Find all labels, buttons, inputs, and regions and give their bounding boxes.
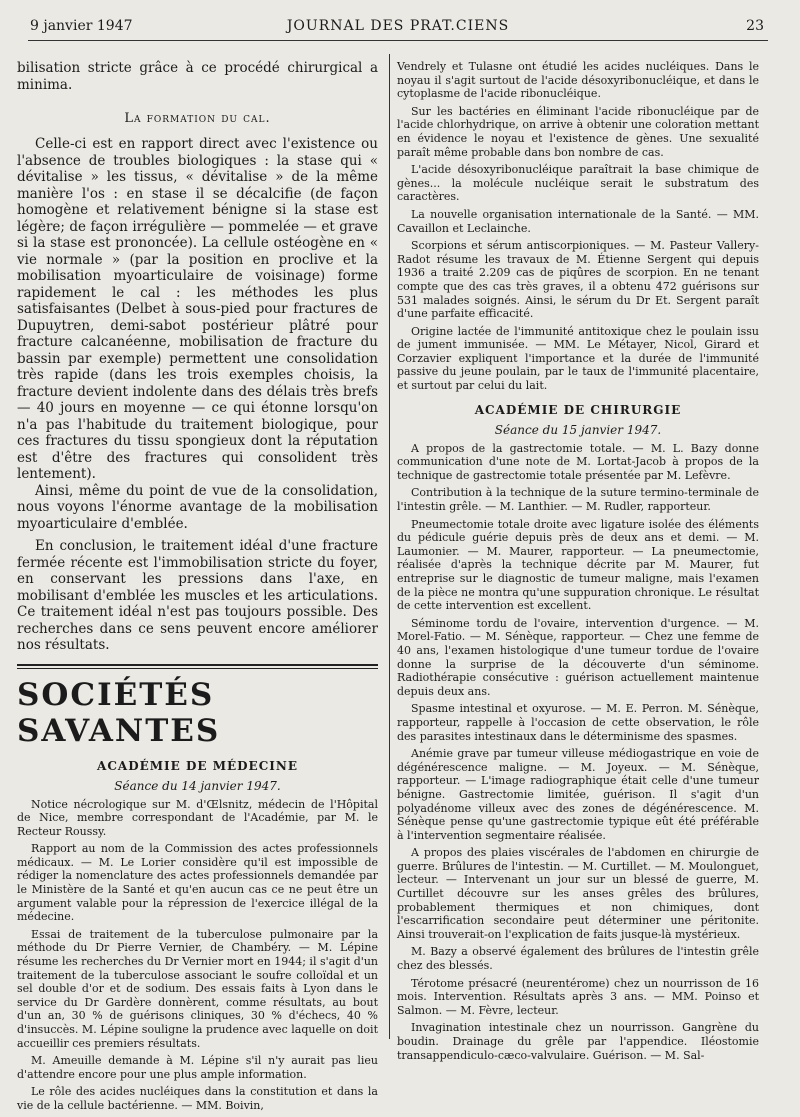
article-item: Contribution à la technique de la suture termino-terminale de l'intestin grêle. — M. Lanthier. — M. Rudler, rapporteur.: [397, 486, 759, 514]
article-item: Invagination intestinale chez un nourrisson. Gangrène du boudin. Drainage du grêle par l'appendice. Iléostomie transappendiculo-cæco-valvulaire. Guérison. — M. Sal-: [397, 1021, 759, 1062]
right-column: [397, 60, 759, 1062]
header-page-number: 23: [746, 18, 764, 34]
article-item: Séminome tordu de l'ovaire, intervention d'urgence. — M. Morel-Fatio. — M. Sénèque, rapporteur. — Chez une femme de 40 ans, l'examen histologique d'une tumeur tordue de l'ovaire donne la surprise de la découverte d'un séminome. Radiothérapie consécutive : guérison actuellement maintenue depuis deux ans.: [397, 616, 759, 698]
divider: [17, 664, 378, 669]
header-journal-title: JOURNAL DES PRAT.CIENS: [286, 18, 510, 34]
section-heading: La formation du cal.: [124, 111, 271, 126]
article-item: Rapport au nom de la Commission des actes professionnels médicaux. — M. Le Lorier considère qu'il est impossible de rédiger la nomenclature des actes professionnels demandée par le Ministère de la Santé et qu'en aucun cas ce ne peut être un argument valable pour la répression de l'exercice illégal de la médecine.: [17, 842, 378, 924]
article-item: Le rôle des acides nucléiques dans la constitution et dans la vie de la cellule bactérienne. — MM. Boivin,: [17, 1085, 378, 1112]
article-item: M. Ameuille demande à M. Lépine s'il n'y aurait pas lieu d'attendre encore pour une plus ample information.: [17, 1054, 378, 1081]
academy-title: ACADÉMIE DE CHIRURGIE: [474, 402, 682, 417]
article-item: Térotome présacré (neurentérome) chez un nourrisson de 16 mois. Intervention. Résultats après 3 ans. — MM. Poinso et Salmon. — M. Fèvre, lecteur.: [397, 976, 759, 1017]
article-item: L'acide désoxyribonucléique paraîtrait la base chimique de gènes... la molécule nucléique serait le substratum des caractères.: [397, 163, 759, 204]
article-item: Sur les bactéries en éliminant l'acide ribonucléique par de l'acide chlorhydrique, on arrive à obtenir une coloration mettant en évidence le noyau et l'existence de gènes. Une sexualité paraît même probable dans bon nombre de cas.: [397, 104, 759, 159]
article-item: Origine lactée de l'immunité antitoxique chez le poulain issu de jument immunisée. — MM. Le Métayer, Nicol, Girard et Corzavier expliquent l'importance et la durée de l'immunité passive du jeune poulain, par le taux de l'immunité placentaire, et surtout par celui du lait.: [397, 324, 759, 393]
article-item: Essai de traitement de la tuberculose pulmonaire par la méthode du Dr Pierre Vernier, de Chambéry. — M. Lépine résume les recherches du Dr Vernier mort en 1944; il s'agit d'un traitement de la tuberculose associant le soufre colloïdal et un sel double d'or et de sodium. Des essais faits à Lyon dans le service du Dr Gardère donnèrent, comme résultats, au bout d'un an, 30 % de guérisons cliniques, 30 % d'échecs, 40 % d'insuccès. M. Lépine souligne la prudence avec laquelle on doit accueillir ces premiers résultats.: [17, 927, 378, 1050]
article-item: Vendrely et Tulasne ont étudié les acides nucléiques. Dans le noyau il s'agit surtout de l'acide désoxyribonucléique, et dans le cytoplasme de l'acide ribonucléique.: [397, 60, 759, 101]
article-item: La nouvelle organisation internationale de la Santé. — MM. Cavaillon et Leclainche.: [397, 207, 759, 235]
article-item: A propos des plaies viscérales de l'abdomen en chirurgie de guerre. Brûlures de l'intestin. — M. Curtillet. — M. Moulonguet, lecteur. — Intervenant un jour sur un blessé de guerre, M. Curtillet découvre sur les anses grêles des brûlures, probablement thermiques et non chimiques, dont l'escarrification secondaire peut déterminer une péritonite. Ainsi trouverait-on l'explication de faits jusque-là mystérieux.: [397, 846, 759, 941]
seance-date: Séance du 15 janvier 1947.: [494, 422, 662, 437]
paragraph: Ainsi, même du point de vue de la consolidation, nous voyons l'énorme avantage de la mobilisation myoarticulaire d'emblée.: [17, 482, 378, 532]
column-divider: [389, 54, 390, 1039]
article-item: Anémie grave par tumeur villeuse médiogastrique en voie de dégénérescence maligne. — M. Joyeux. — M. Sénèque, rapporteur. — L'image radiographique était celle d'une tumeur bénigne. Gastrectomie limitée, guérison. Il s'agit d'un polyadénome villeux avec des zones de dégénérescence. M. Sénèque pense qu'une gastrectomie typique eût été préférable à l'intervention segmentaire réalisée.: [397, 747, 759, 842]
paragraph: En conclusion, le traitement idéal d'une fracture fermée récente est l'immobilisation stricte du foyer, en conservant les pressions dans l'axe, en mobilisant d'emblée les muscles et les articulations. Ce traitement idéal n'est pas toujours possible. Des recherches dans ce sens peuvent encore améliorer nos résultats.: [17, 538, 378, 653]
academy-title: ACADÉMIE DE MÉDECINE: [97, 758, 298, 773]
article-item: Notice nécrologique sur M. d'Œlsnitz, médecin de l'Hôpital de Nice, membre correspondant de l'Académie, par M. le Recteur Roussy.: [17, 797, 378, 838]
paragraph: bilisation stricte grâce à ce procédé chirurgical a minima.: [17, 60, 378, 93]
header-date: 9 janvier 1947: [30, 18, 133, 34]
seance-date: Séance du 14 janvier 1947.: [114, 778, 281, 793]
paragraph: Celle-ci est en rapport direct avec l'existence ou l'absence de troubles biologiques : la stase qui « dévitalise » les tissus, « dévitalise » de la même manière l'os : en stase il se décalcifie (de façon homogène et relativement bénigne si la stase est légère; de façon irrégulière — pommelée — et grave si la stase est prononcée). La cellule ostéogène en « vie normale » (par la position en proclive et la mobilisation myoarticulaire de voisinage) forme rapidement le cal : les méthodes les plus satisfaisantes (Delbet à sous-pied pour fractures de Dupuytren, demi-sabot postérieur plâtré pour fracture calcanéenne, mobilisation de fracture du bassin par exemple) permettent une consolidation très rapide (dans les trois exemples choisis, la fracture devient indolente dans des délais très brefs — 40 jours en moyenne — ce qui étonne lorsqu'on n'a pas l'habitude du traitement biologique, pour ces fractures du tissu spongieux dont la réputation est d'être des fractures qui consolident très lentement).: [17, 136, 378, 482]
left-column: [17, 60, 378, 1117]
page-header: [28, 14, 768, 41]
banner-title: SOCIÉTÉS SAVANTES: [17, 676, 221, 749]
article-item: Spasme intestinal et oxyurose. — M. E. Perron. M. Sénèque, rapporteur, rappelle à l'occasion de cette observation, le rôle des parasites intestinaux dans le déterminisme des spasmes.: [397, 702, 759, 743]
article-item: Scorpions et sérum antiscorpioniques. — M. Pasteur Vallery-Radot résume les travaux de M. Étienne Sergent qui depuis 1936 a traité 2.209 cas de piqûres de scorpion. En ne tenant compte que des cas très graves, il a obtenu 472 guérisons sur 531 malades soignés. Ainsi, le sérum du Dr Et. Sergent paraît d'une parfaite efficacité.: [397, 239, 759, 321]
article-item: Pneumectomie totale droite avec ligature isolée des éléments du pédicule guérie depuis près de deux ans et demi. — M. Laumonier. — M. Maurer, rapporteur. — La pneumectomie, réalisée d'après la technique décrite par M. Maurer, fut entreprise sur le diagnostic de tumeur maligne, mais l'examen de la pièce ne montra qu'une suppuration chronique. Le résultat de cette intervention est excellent.: [397, 517, 759, 613]
article-item: M. Bazy a observé également des brûlures de l'intestin grêle chez des blessés.: [397, 945, 759, 973]
article-item: A propos de la gastrectomie totale. — M. L. Bazy donne communication d'une note de M. Lortat-Jacob à propos de la technique de gastrectomie totale présentée par M. Lefèvre.: [397, 441, 759, 482]
